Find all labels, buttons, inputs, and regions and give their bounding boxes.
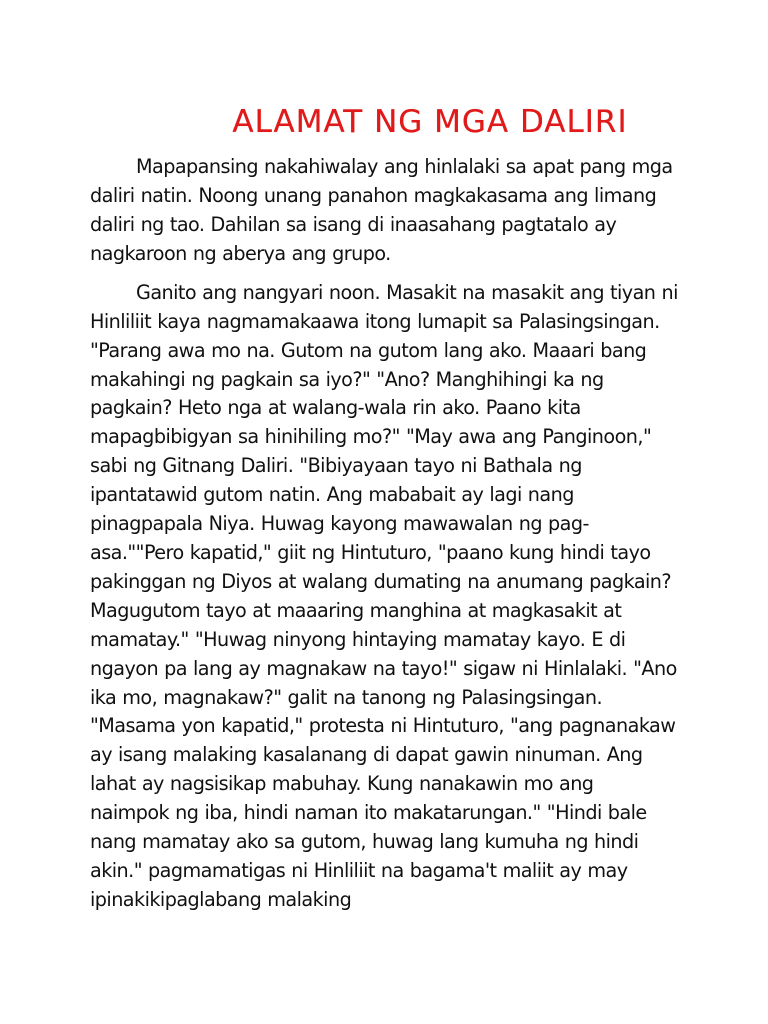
document-title: ALAMAT NG MGA DALIRI [232,104,628,140]
paragraph-intro: Mapapansing nakahiwalay ang hinlalaki sa apat pang mga daliri natin. Noong unang panahon magkakasama ang limang daliri ng tao. Dahilan sa isang di inaasahang pagtatalo ay nagkaroon ng aberya ang grupo. [90,155,673,265]
paragraph-story: Ganito ang nangyari noon. Masakit na masakit ang tiyan ni Hinliliit kaya nagmamakaawa itong lumapit sa Palasingsingan. "Parang awa mo na. Gutom na gutom lang ako. Maaari bang makahingi ng pagkain sa iyo?" "Ano? Manghihingi ka ng pagkain? Heto nga at walang-wala rin ako. Paano kita mapagbibigyan sa hinihiling mo?" "May awa ang Panginoon," sabi ng Gitnang Daliri. "Bibiyayaan tayo ni Bathala ng ipantatawid gutom natin. Ang mababait ay lagi nang pinagpapala Niya. Huwag kayong mawawalan ng pag-asa.""Pero kapatid," giit ng Hintuturo, "paano kung hindi tayo pakinggan ng Diyos at walang dumating na anumang pagkain? Magugutom tayo at maaaring manghina at magkasakit at mamatay." "Huwag ninyong hintaying mamatay kayo. E di ngayon pa lang ay magnakaw na tayo!" sigaw ni Hinlalaki. "Ano ika mo, magnakaw?" galit na tanong ng Palasingsingan. "Masama yon kapatid," protesta ni Hintuturo, "ang pagnanakaw ay isang malaking kasalanang di dapat gawin ninuman. Ang lahat ay nagsisikap mabuhay. Kung nanakawin mo ang naimpok ng iba, hindi naman ito makatarungan." "Hindi bale nang mamatay ako sa gutom, huwag lang kumuha ng hindi akin." pagmamatigas ni Hinliliit na bagama't maliit ay may ipinakikipaglabang malaking [90,280,678,911]
